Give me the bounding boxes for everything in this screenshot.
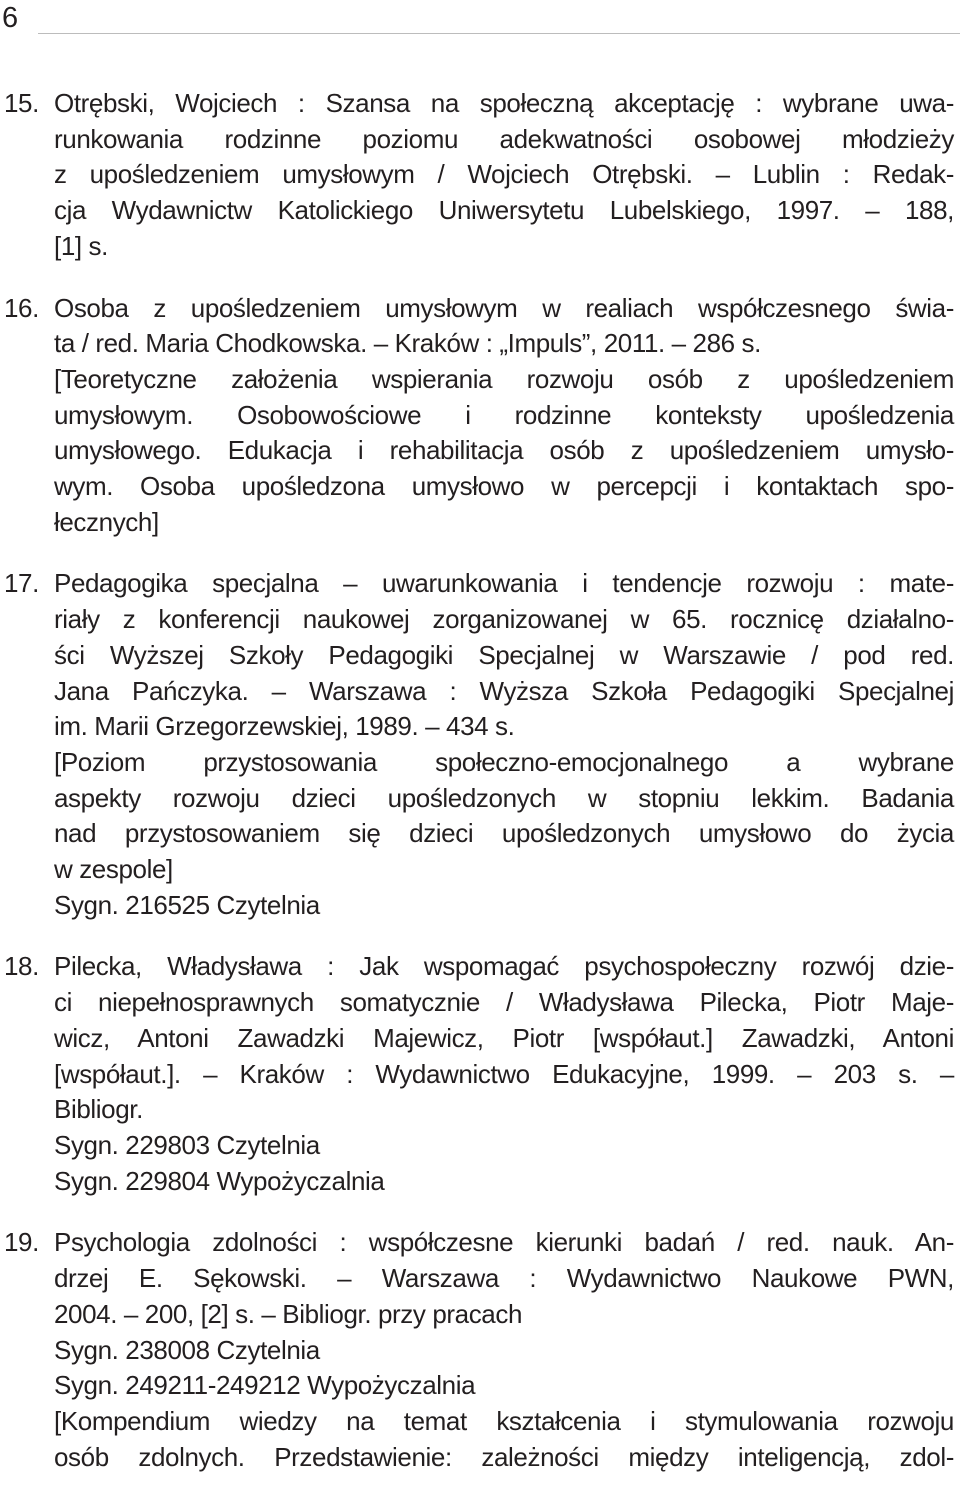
entry-line: [1] s.	[54, 230, 108, 261]
entry-line: im. Marii Grzegorzewskiej, 1989. – 434 s.	[54, 711, 515, 742]
entry-line: cja Wydawnictw Katolickiego Uniwersytetu Lubelskiego, 1997. – 188,	[54, 195, 954, 226]
entry-line: nad przystosowaniem się dzieci upośledzonych umysłowo do życia	[54, 818, 954, 849]
entry-line: wicz, Antoni Zawadzki Majewicz, Piotr [współaut.] Zawadzki, Antoni	[54, 1022, 954, 1053]
bibliography-entry	[0, 1225, 960, 1475]
entry-line: Jana Pańczyka. – Warszawa : Wyższa Szkoła Pedagogiki Specjalnej	[54, 675, 954, 706]
entry-line: wym. Osoba upośledzona umysłowo w percepcji i kontaktach spo-	[54, 471, 954, 502]
entry-number: 16.	[4, 292, 39, 323]
entry-number: 17.	[4, 568, 39, 599]
entry-line: ci niepełnosprawnych somatycznie / Władysława Pilecka, Piotr Maje-	[54, 987, 954, 1018]
bibliography-list	[0, 86, 960, 1501]
entry-line: drzej E. Sękowski. – Warszawa : Wydawnictwo Naukowe PWN,	[54, 1263, 954, 1294]
bibliography-entry	[0, 291, 960, 541]
entry-line: Bibliogr.	[54, 1094, 143, 1125]
entry-line: Osoba z upośledzeniem umysłowym w realiach współczesnego świa-	[54, 292, 954, 323]
entry-line: umysłowego. Edukacja i rehabilitacja osób z upośledzeniem umysło-	[54, 435, 954, 466]
entry-line: łecznych]	[54, 506, 159, 537]
bibliography-entry	[0, 86, 960, 265]
entry-number: 19.	[4, 1227, 39, 1258]
entry-line: Sygn. 229804 Wypożyczalnia	[54, 1165, 385, 1196]
entry-line: [Teoretyczne założenia wspierania rozwoju osób z upośledzeniem	[54, 363, 954, 394]
entry-line: ści Wyższej Szkoły Pedagogiki Specjalnej w Warszawie / pod red.	[54, 639, 954, 670]
entry-line: aspekty rozwoju dzieci upośledzonych w stopniu lekkim. Badania	[54, 782, 954, 813]
entry-line: Sygn. 229803 Czytelnia	[54, 1129, 320, 1160]
bibliography-entry	[0, 566, 960, 923]
entry-number: 15.	[4, 88, 39, 118]
entry-line: Sygn. 216525 Czytelnia	[54, 889, 320, 920]
header-rule	[38, 33, 960, 34]
entry-line: [współaut.]. – Kraków : Wydawnictwo Edukacyjne, 1999. – 203 s. –	[54, 1058, 954, 1089]
entry-line: w zespole]	[54, 854, 173, 885]
entry-number: 18.	[4, 951, 39, 982]
page-number: 6	[2, 2, 19, 34]
entry-line: riały z konferencji naukowej zorganizowanej w 65. rocznicę działalno-	[54, 604, 954, 635]
entry-line: osób zdolnych. Przedstawienie: zależności między inteligencją, zdol-	[54, 1441, 954, 1472]
bibliography-entry	[0, 949, 960, 1199]
entry-line: Pilecka, Władysława : Jak wspomagać psychospołeczny rozwój dzie-	[54, 951, 954, 982]
entry-line: ta / red. Maria Chodkowska. – Kraków : „Impuls”, 2011. – 286 s.	[54, 328, 761, 359]
entry-line: runkowania rodzinne poziomu adekwatności osobowej młodzieży	[54, 123, 954, 154]
entry-line: Psychologia zdolności : współczesne kierunki badań / red. nauk. An-	[54, 1227, 954, 1258]
entry-line: [Poziom przystosowania społeczno-emocjonalnego a wybrane	[54, 746, 954, 777]
entry-line: 2004. – 200, [2] s. – Bibliogr. przy pracach	[54, 1298, 523, 1329]
entry-line: Otrębski, Wojciech : Szansa na społeczną akceptację : wybrane uwa-	[54, 88, 954, 118]
entry-line: umysłowym. Osobowościowe i rodzinne konteksty upośledzenia	[54, 399, 954, 430]
entry-line: [Kompendium wiedzy na temat kształcenia i stymulowania rozwoju	[54, 1405, 954, 1436]
entry-line: Sygn. 238008 Czytelnia	[54, 1334, 320, 1365]
entry-line: Sygn. 249211-249212 Wypożyczalnia	[54, 1370, 476, 1401]
entry-line: Pedagogika specjalna – uwarunkowania i tendencje rozwoju : mate-	[54, 568, 954, 599]
entry-line: z upośledzeniem umysłowym / Wojciech Otrębski. – Lublin : Redak-	[54, 159, 954, 190]
